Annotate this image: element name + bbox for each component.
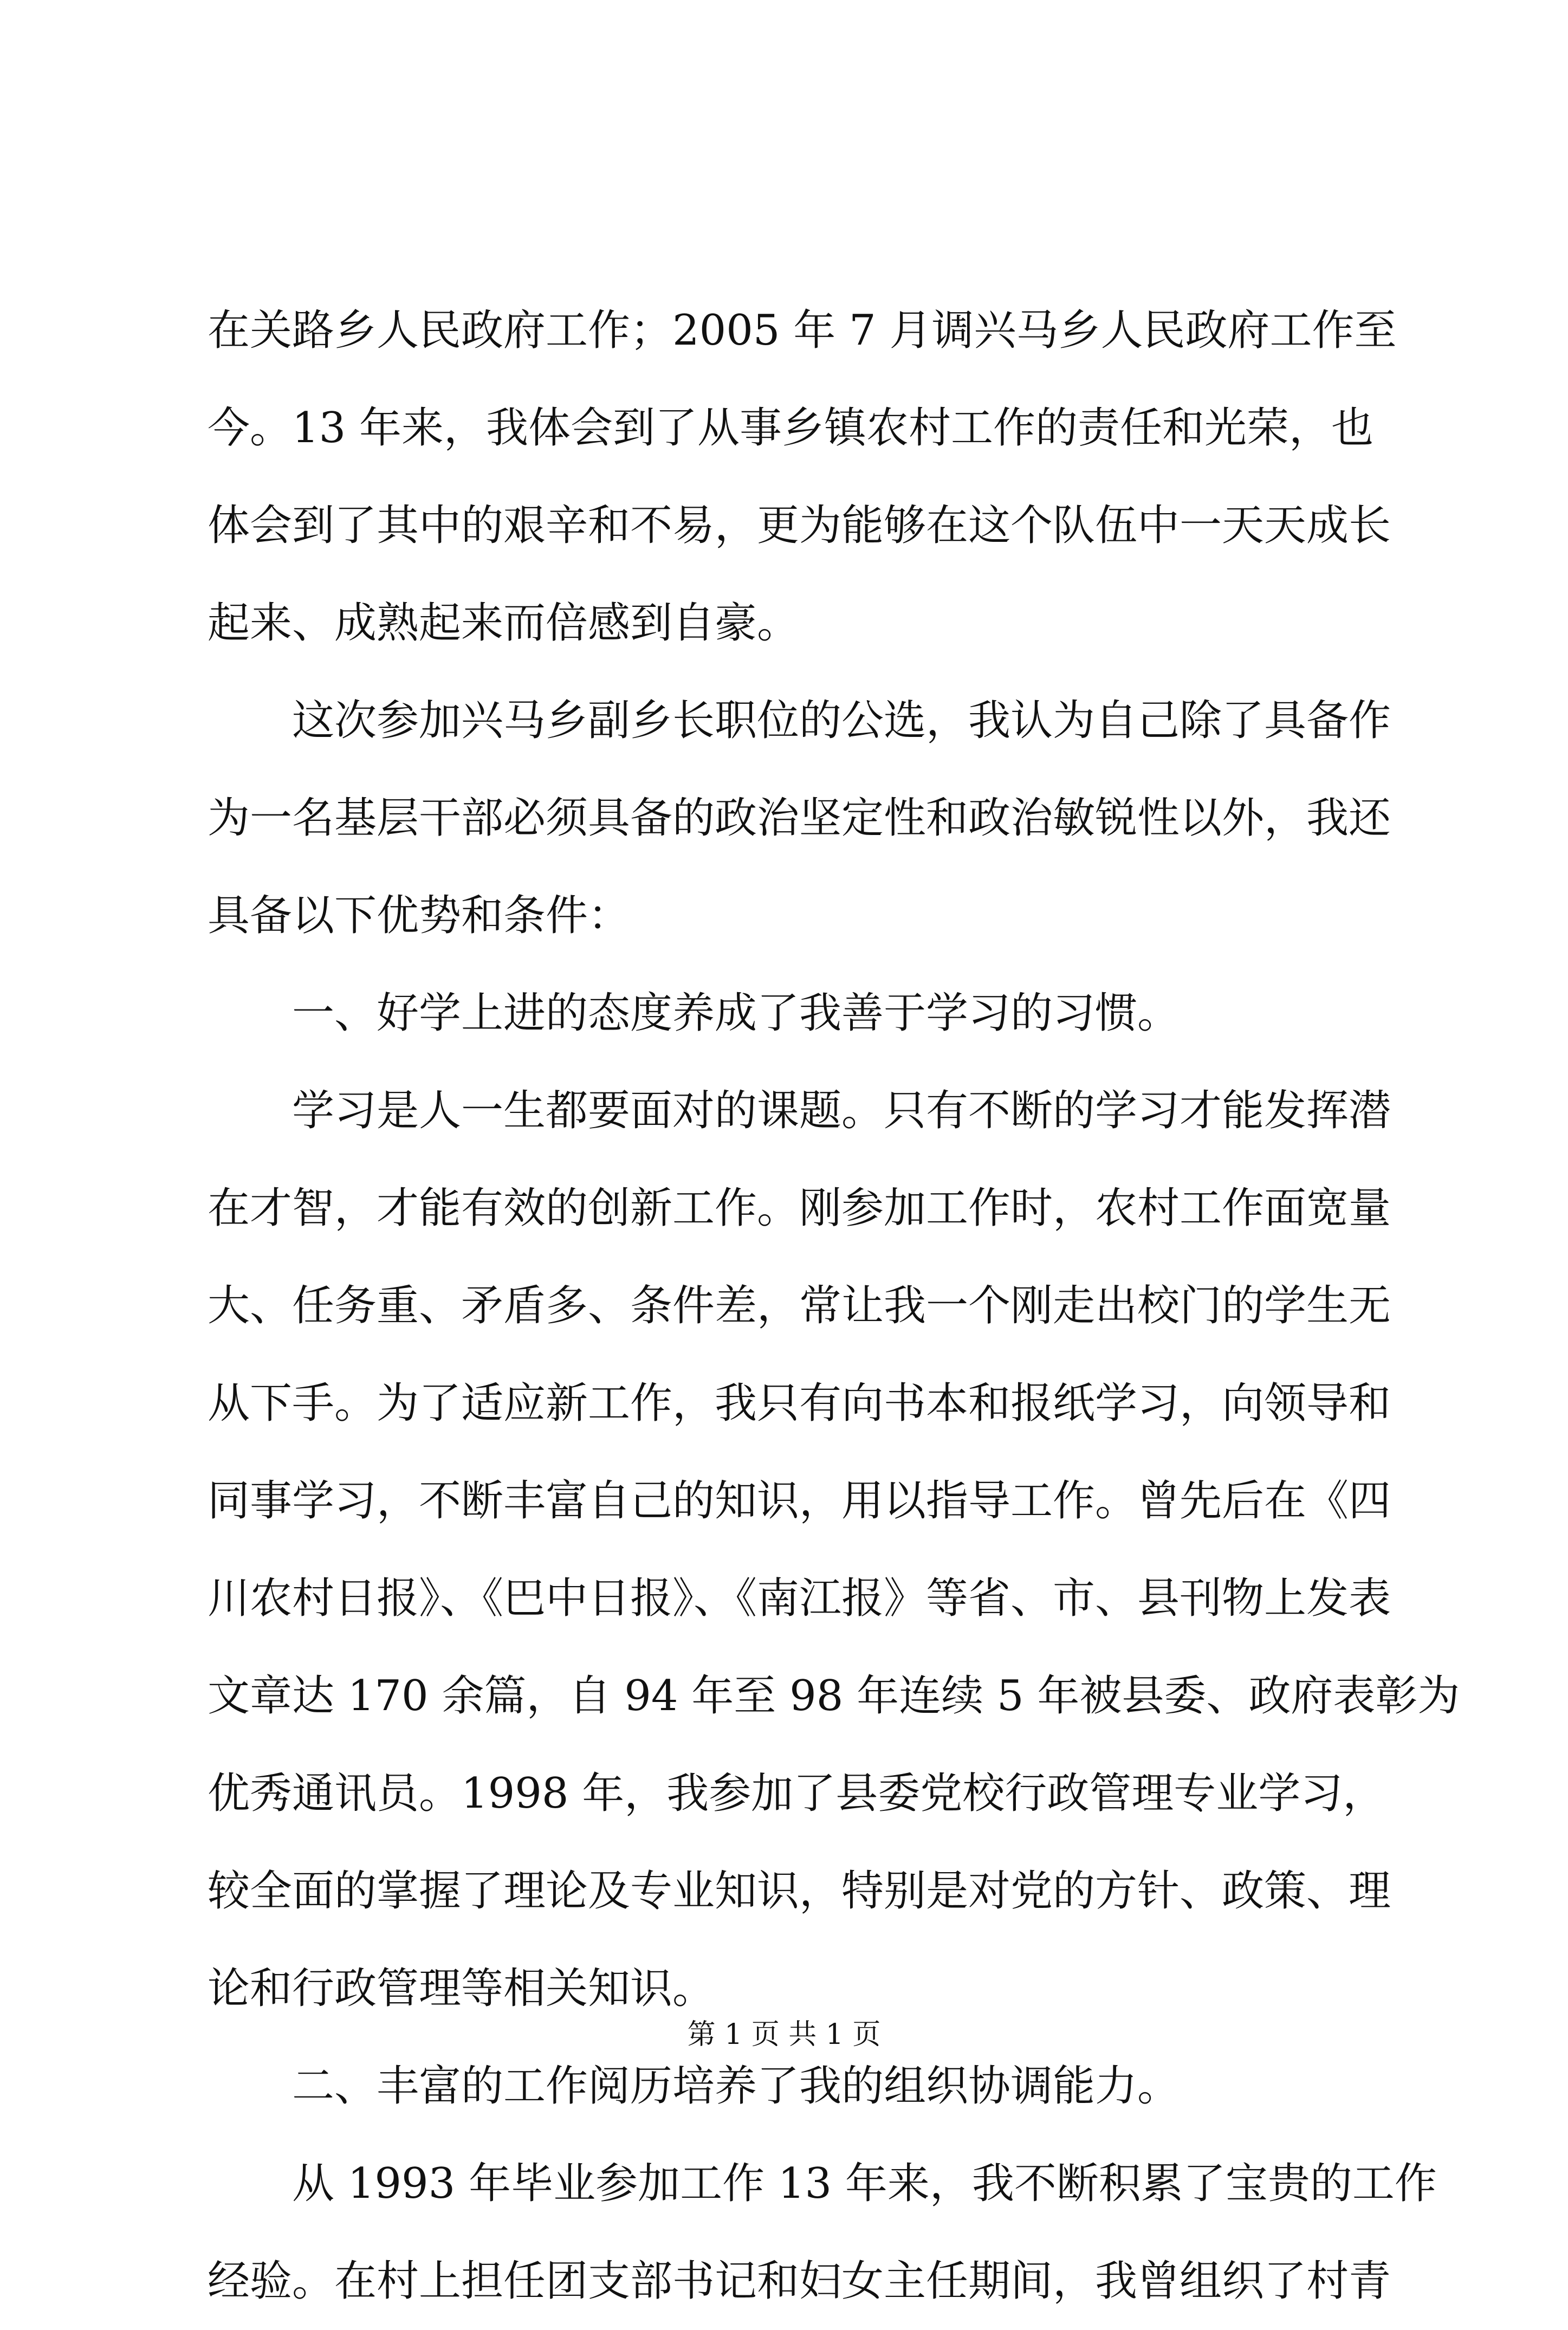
text-line: 优秀通讯员。1998 年，我参加了县委党校行政管理专业学习， — [208, 1769, 1385, 1818]
text-line: 大、任务重、矛盾多、条件差，常让我一个刚走出校门的学生无 — [208, 1282, 1391, 1330]
text-line: 较全面的掌握了理论及专业知识，特别是对党的方针、政策、理 — [208, 1867, 1391, 1915]
text-line: 为一名基层干部必须具备的政治坚定性和政治敏锐性以外，我还 — [208, 794, 1391, 843]
text-line: 体会到了其中的艰辛和不易，更为能够在这个队伍中一天天成长 — [208, 501, 1391, 550]
text-line: 这次参加兴马乡副乡长职位的公选，我认为自己除了具备作 — [292, 696, 1391, 745]
text-line: 同事学习，不断丰富自己的知识，用以指导工作。曾先后在《四 — [208, 1477, 1391, 1525]
page-footer: 第 1 页 共 1 页 — [687, 2018, 881, 2051]
text-line: 川农村日报》、《巴中日报》、《南江报》等省、市、县刊物上发表 — [208, 1574, 1391, 1623]
text-line: 具备以下优势和条件： — [208, 891, 631, 940]
text-line: 经验。在村上担任团支部书记和妇女主任期间，我曾组织了村青 — [208, 2257, 1391, 2306]
text-line: 学习是人一生都要面对的课题。只有不断的学习才能发挥潜 — [292, 1086, 1391, 1135]
text-line: 文章达 170 余篇，自 94 年至 98 年连续 5 年被县委、政府表彰为 — [208, 1672, 1460, 1720]
text-line: 起来、成熟起来而倍感到自豪。 — [208, 599, 800, 648]
text-line: 在才智，才能有效的创新工作。刚参加工作时，农村工作面宽量 — [208, 1184, 1391, 1233]
section-heading: 二、丰富的工作阅历培养了我的组织协调能力。 — [292, 2062, 1180, 2111]
text-line: 今。13 年来，我体会到了从事乡镇农村工作的责任和光荣，也 — [208, 404, 1374, 452]
section-heading: 一、好学上进的态度养成了我善于学习的习惯。 — [292, 989, 1180, 1038]
text-line: 论和行政管理等相关知识。 — [208, 1964, 715, 2013]
text-line: 从 1993 年毕业参加工作 13 年来，我不断积累了宝贵的工作 — [292, 2159, 1437, 2208]
text-line: 从下手。为了适应新工作，我只有向书本和报纸学习，向领导和 — [208, 1379, 1391, 1428]
text-line: 在关路乡人民政府工作；2005 年 7 月调兴马乡人民政府工作至 — [208, 306, 1397, 355]
